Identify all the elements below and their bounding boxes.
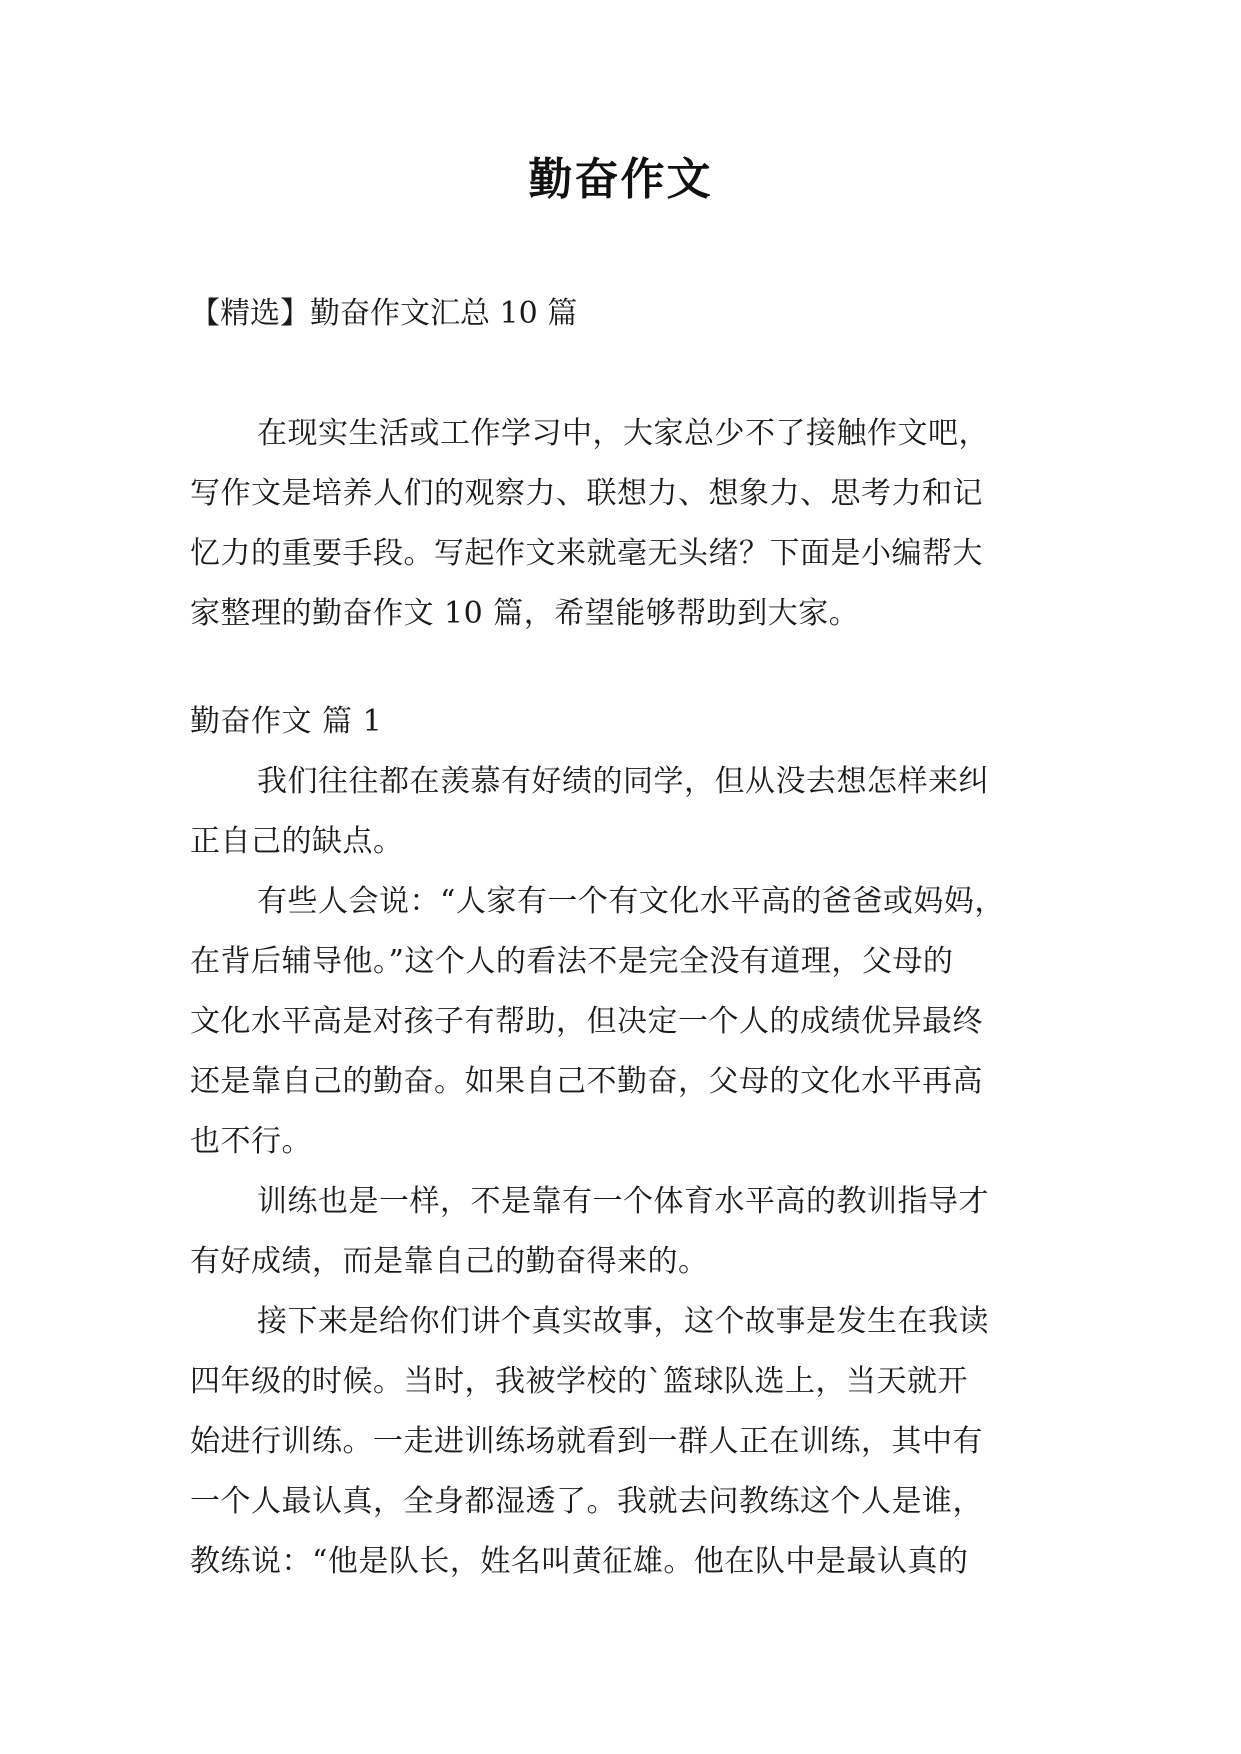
section-heading [190,692,1062,752]
paragraph-line: 有好成绩，而是靠自己的勤奋得来的。 [190,1244,709,1279]
paragraph-line: 在现实生活或工作学习中，大家总少不了接触作文吧， [257,416,989,451]
paragraph-line: 四年级的时候。当时，我被学校的`篮球队选上，当天就开 [190,1364,968,1399]
document-subtitle: 【精选】勤奋作文汇总 10 篇 [190,296,578,331]
section-body [190,752,1062,1592]
paragraph-line: 训练也是一样，不是靠有一个体育水平高的教训指导才 [257,1184,989,1219]
paragraph-line: 接下来是给你们讲个真实故事，这个故事是发生在我读 [257,1304,989,1339]
paragraph-line: 在背后辅导他。”这个人的看法不是完全没有道理，父母的 [190,944,954,979]
paragraph-line: 忆力的重要手段。写起作文来就毫无头绪？下面是小编帮大 [190,536,983,571]
paragraph-line: 我们往往都在羡慕有好绩的同学，但从没去想怎样来纠 [257,764,989,799]
paragraph-line: 家整理的勤奋作文 10 篇，希望能够帮助到大家。 [190,596,860,631]
paragraph-line: 正自己的缺点。 [190,824,404,859]
paragraph-line: 文化水平高是对孩子有帮助，但决定一个人的成绩优异最终 [190,1004,983,1039]
paragraph-line: 还是靠自己的勤奋。如果自己不勤奋，父母的文化水平再高 [190,1064,983,1099]
intro-paragraph [190,404,1062,644]
paragraph-line: 有些人会说：“人家有一个有文化水平高的爸爸或妈妈， [257,884,1005,919]
document-title: 勤奋作文 [528,154,713,205]
paragraph-line: 教练说：“他是队长，姓名叫黄征雄。他在队中是最认真的 [190,1544,969,1579]
paragraph-line: 写作文是培养人们的观察力、联想力、想象力、思考力和记 [190,476,983,511]
section-heading-text: 勤奋作文 篇 1 [190,704,383,739]
paragraph-line: 一个人最认真，全身都湿透了。我就去问教练这个人是谁， [190,1484,983,1519]
paragraph-line: 始进行训练。一走进训练场就看到一群人正在训练，其中有 [190,1424,983,1459]
paragraph-line: 也不行。 [190,1124,312,1159]
